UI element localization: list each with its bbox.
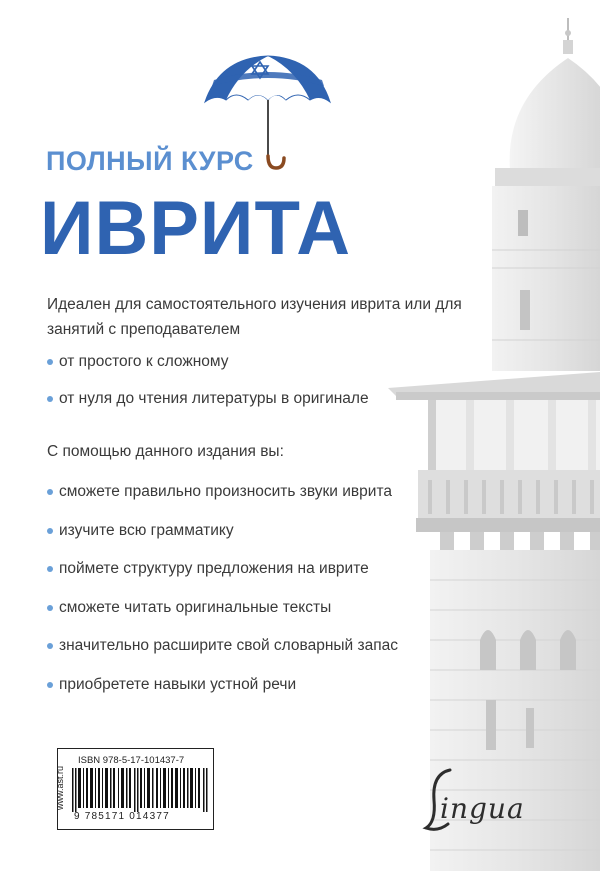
list-item-text: значительно расширите свой словарный запас [59,637,398,654]
list-item-text: приобретете навыки устной речи [59,675,297,693]
title-subtitle: ПОЛНЫЙ КУРС [46,146,254,176]
bullet-dot-icon [47,396,53,402]
bullet-dot-icon [47,605,53,611]
bullet-dot-icon [47,489,53,495]
title-main: ИВРИТА [40,186,352,271]
list-item [47,518,398,543]
bullet-dot-icon [47,643,53,649]
list-item-text: от нуля до чтения литературы в оригинале [59,390,369,407]
bullet-dot-icon [47,359,53,365]
publisher-logo: ingua [440,792,525,825]
list-item [47,595,398,620]
list-item-text: от простого к сложному [59,353,229,370]
bullet-dot-icon [47,682,53,688]
barcode-number: 9 785171 014377 [74,811,170,822]
subheading: С помощью данного издания вы: [47,443,284,460]
list-item [47,349,369,374]
publisher-url: www.ast.ru [55,766,65,811]
list-item [47,672,398,697]
list-item [47,479,398,504]
list-item-text: поймете структуру предложения на иврите [59,560,369,577]
bullet-dot-icon [47,566,53,572]
bullet-dot-icon [47,528,53,534]
intro-text: Идеален для самостоятельного изучения иврита или для занятий с преподавателем [47,296,462,338]
barcode-icon [72,768,208,812]
list-item [47,386,369,411]
list-item-text: сможете читать оригинальные тексты [59,598,332,616]
list-item [47,556,398,581]
isbn-text: ISBN 978-5-17-101437-7 [78,755,185,766]
list-item [47,633,398,658]
features-list-1 [47,349,369,423]
list-item-text: изучите всю грамматику [59,521,234,539]
list-item-text: сможете правильно произносить звуки иврита [59,483,392,500]
features-list-2 [47,479,398,710]
